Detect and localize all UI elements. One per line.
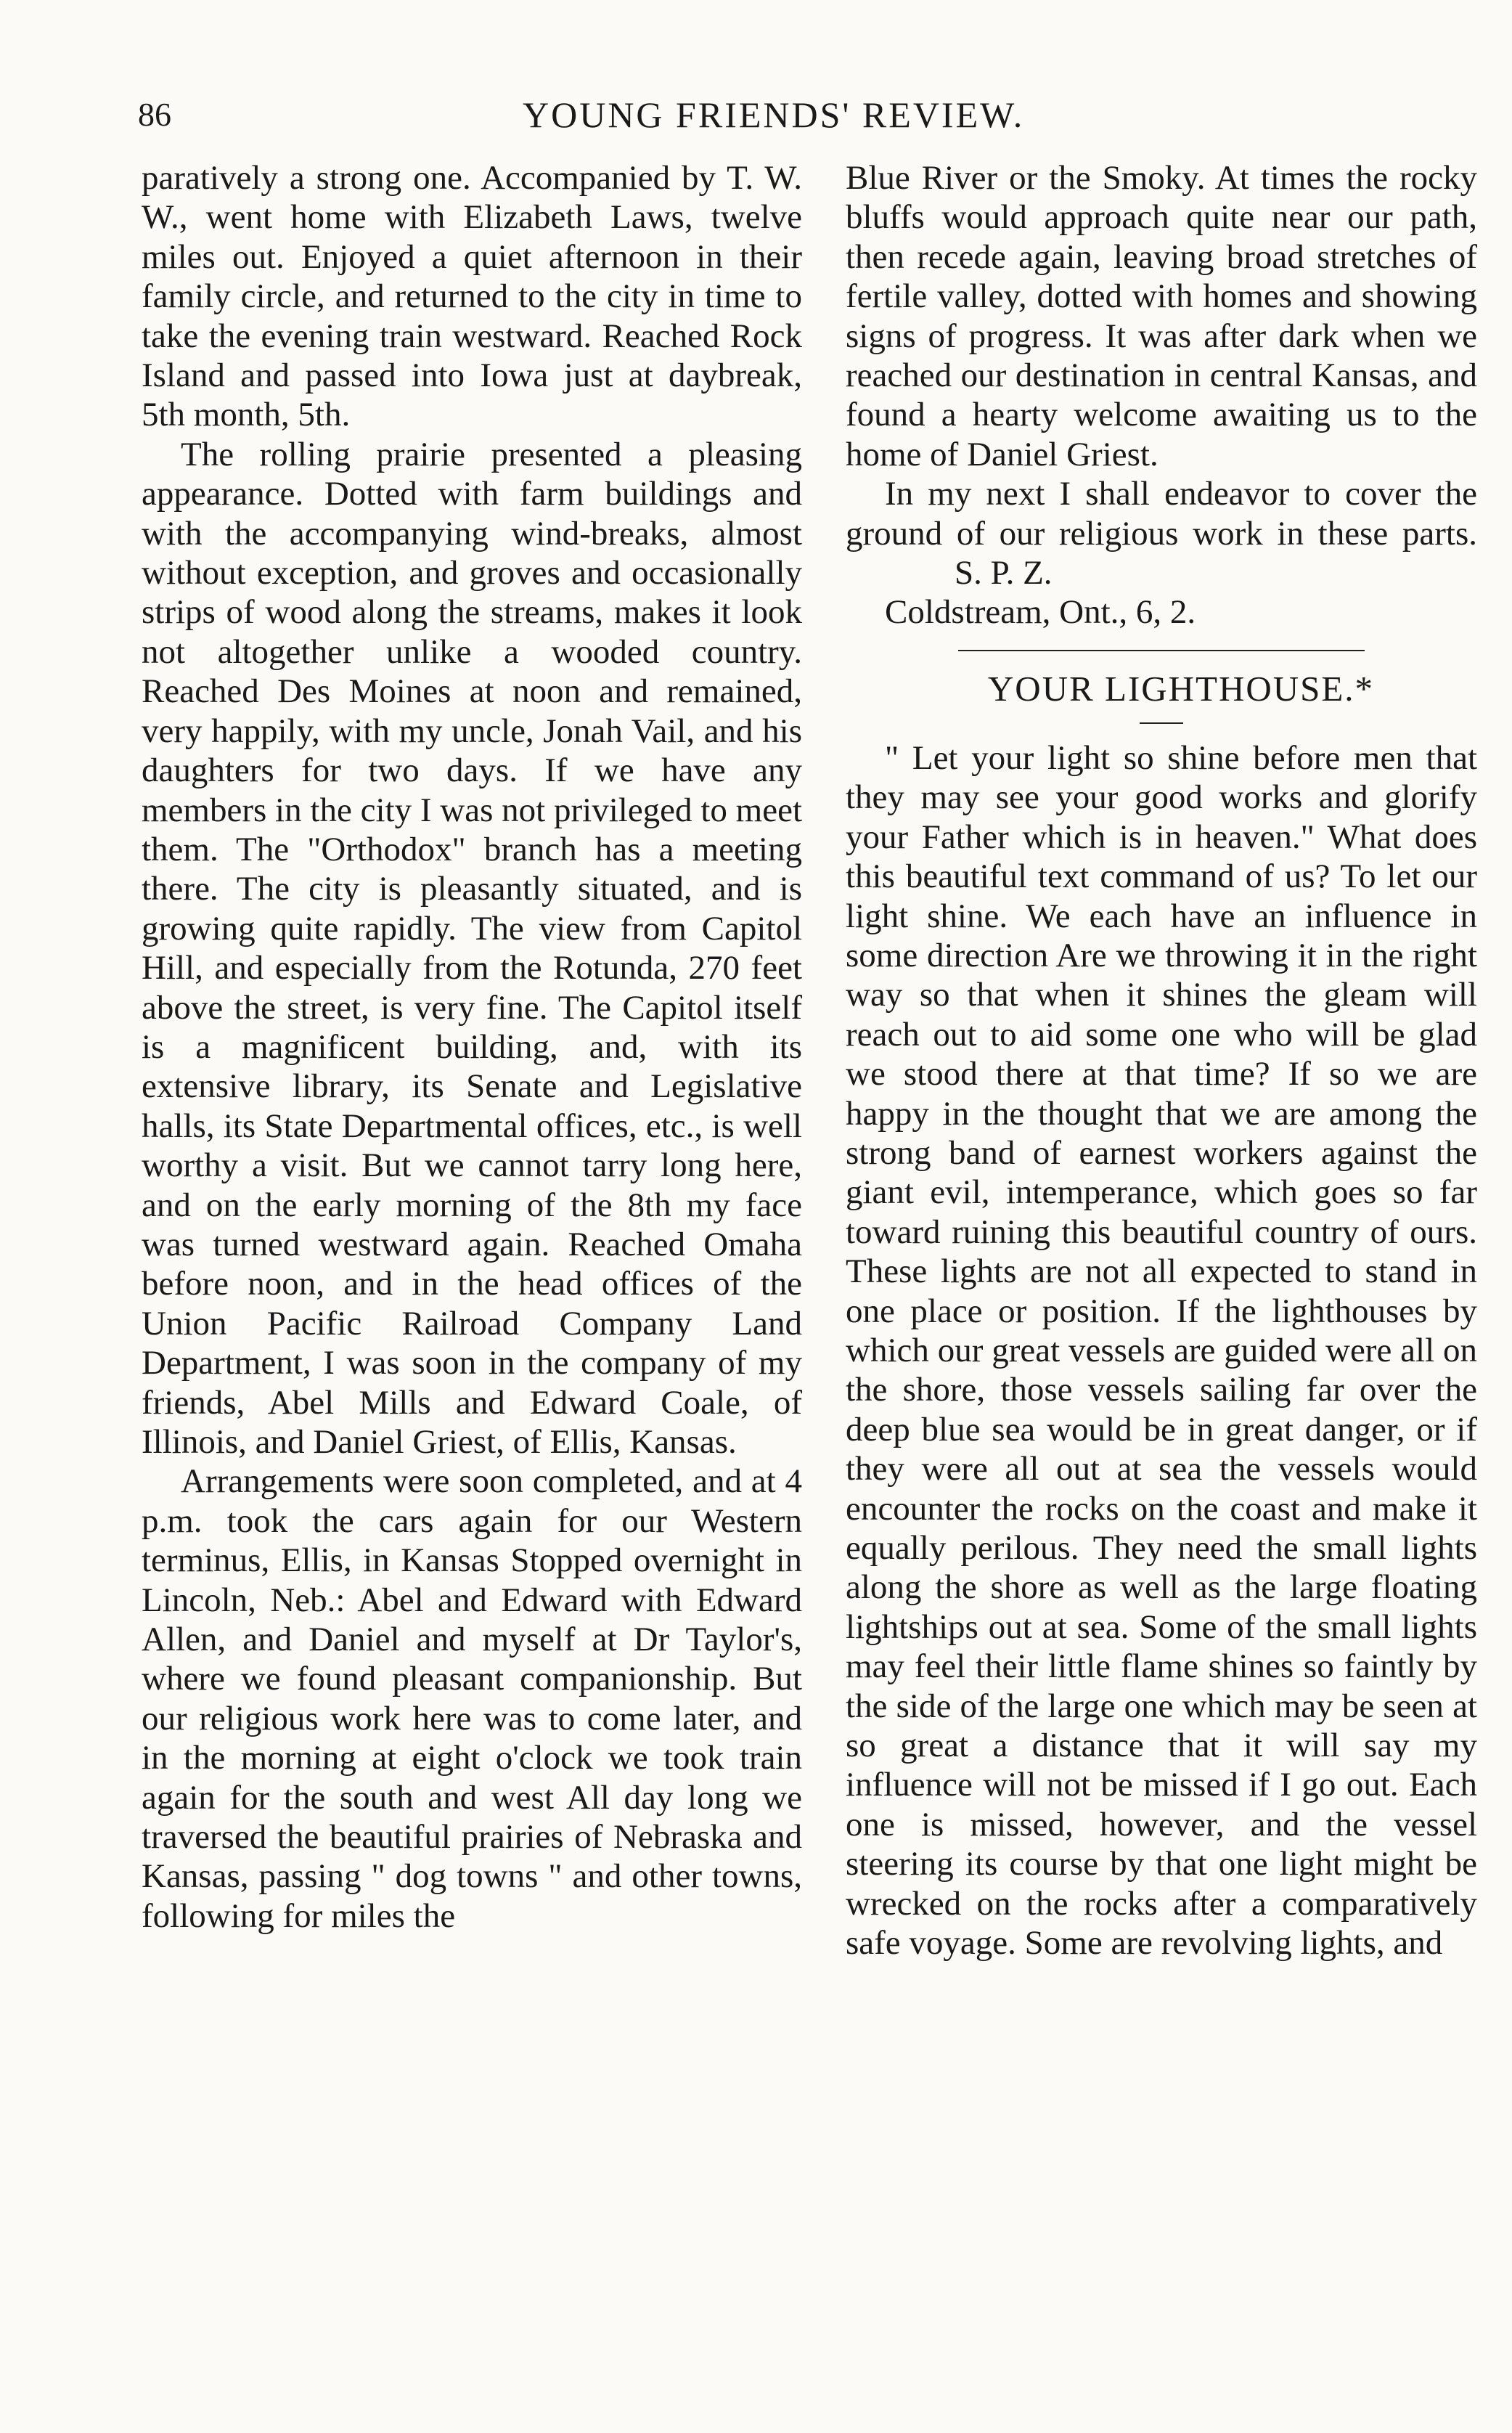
closing-text: In my next I shall endeavor to cover the ground of our religious work in these parts. [846, 475, 1477, 553]
left-column [142, 158, 802, 1936]
section-body: " Let your light so shine before men that they may see your good works and glorify your Father which is in heaven." What does this beautiful text command of us? To let our light shine. We each have an influence in some direction Are we throwing it in the right way so that when it shines the gleam will reach out to aid some one who will be glad we stood there at that time? If so we are happy in the thought that we are among the strong band of earnest workers against the giant evil, intemperance, which goes so far toward ruining this beautiful country of ours. These lights are not all expected to stand in one place or position. If the lighthouses by which our great vessels are guided were all on the shore, those vessels sailing far over the deep blue sea would be in great danger, or if they were all out at sea the vessels would encounter the rocks on the coast and make it equally perilous. They need the small lights along the shore as well as the large floating lightships out at sea. Some of the small lights may feel their little flame shines so faintly by the side of the large one which may be seen at so great a distance that it will say my influence will not be missed if I go out. Each one is missed, however, and the vessel steering its course by that one light might be wrecked on the rocks after a comparatively safe voyage. Some are revolving lights, and [846, 738, 1477, 1963]
place-date-line: Coldstream, Ont., 6, 2. [885, 593, 1196, 632]
page-header [138, 93, 1466, 151]
title-underline [1140, 722, 1183, 724]
article-paragraph: The rolling prairie presented a pleasing appearance. Dotted with farm buildings and with the accompanying wind-breaks, almost without exception, and groves and occasionally strips of wood along the streams, makes it look not altogether unlike a wooded country. Reached Des Moines at noon and remained, very happily, with my uncle, Jonah Vail, and his daughters for two days. If we have any members in the city I was not privileged to meet them. The "Orthodox" branch has a meeting there. The city is pleasantly situated, and is growing quite rapidly. The view from Capitol Hill, and especially from the Rotunda, 270 feet above the street, is very fine. The Capitol itself is a magnificent building, and, with its extensive library, its Senate and Legislative halls, its State Departmental offices, etc., is well worthy a visit. But we cannot tarry long here, and on the early morning of the 8th my face was turned westward again. Reached Omaha before noon, and in the head offices of the Union Pacific Railroad Company Land Department, I was soon in the company of my friends, Abel Mills and Edward Coale, of Illinois, and Daniel Griest, of Ellis, Kansas. [142, 435, 802, 1461]
author-signature: S. P. Z. [955, 554, 1053, 592]
right-column [846, 158, 1477, 1963]
running-title: YOUNG FRIENDS' REVIEW. [523, 94, 1025, 135]
article-paragraph: Arrangements were soon completed, and at 4 p.m. took the cars again for our Western terminus, Ellis, in Kansas Stopped overnight in Lincoln, Neb.: Abel and Edward with Edward Allen, and Daniel and myself at Dr Taylor's, where we found pleasant companionship. But our religious work here was to come later, and in the morning at eight o'clock we took train again for the south and west All day long we traversed the beautiful prairies of Nebraska and Kansas, passing " dog towns " and other towns, following for miles the [142, 1462, 802, 1935]
article-continuation: Blue River or the Smoky. At times the rocky bluffs would approach quite near our path, then recede again, leaving broad stretches of fertile valley, dotted with homes and showing signs of progress. It was after dark when we reached our destination in central Kansas, and found a hearty welcome awaiting us to the home of Daniel Griest. [846, 159, 1477, 473]
section-divider [958, 650, 1365, 651]
page-number: 86 [138, 96, 171, 133]
article-paragraph: paratively a strong one. Accompanied by T. W. W., went home with Elizabeth Laws, twelve miles out. Enjoyed a quiet afternoon in their family circle, and returned to the city in time to take the evening train westward. Reached Rock Island and passed into Iowa just at daybreak, 5th month, 5th. [142, 159, 802, 434]
closing-paragraph [846, 474, 1477, 592]
section-title: YOUR LIGHTHOUSE.* [987, 668, 1375, 709]
